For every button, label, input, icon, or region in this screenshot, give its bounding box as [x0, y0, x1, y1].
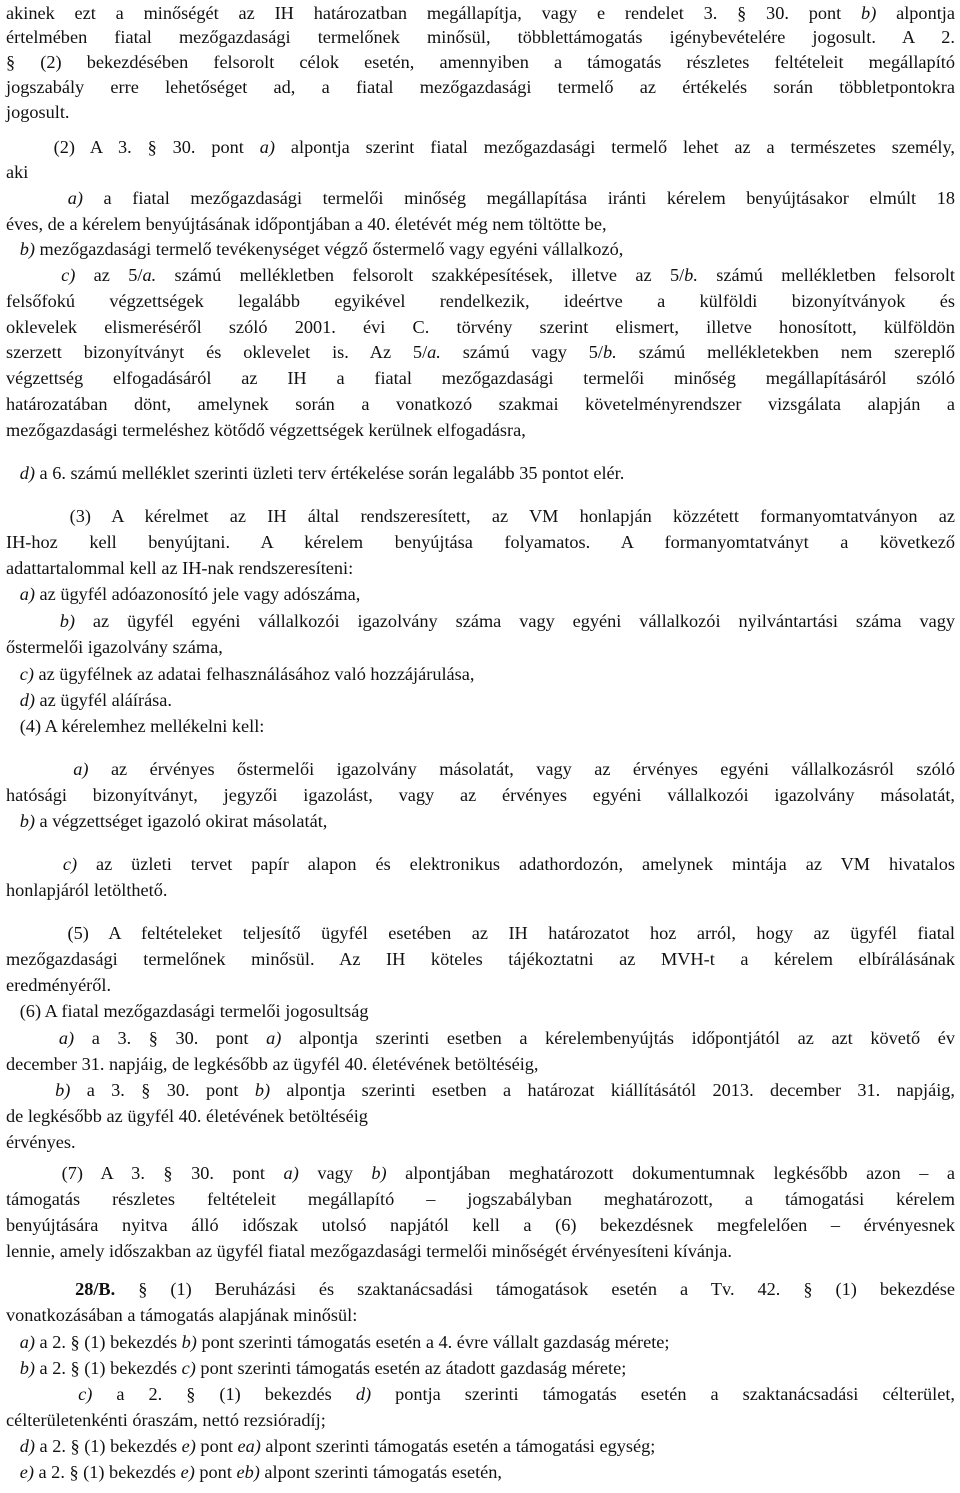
text-line	[6, 687, 172, 713]
text-run: mezőgazdasági termelőnek minősül. Az IH köteles tájékoztatni az MVH-t a kérelem elbírálásának	[6, 949, 955, 969]
text-run: pont szerinti támogatás esetén a 4. évre vállalt gazdaság mérete;	[196, 1332, 670, 1352]
text-run	[6, 1028, 59, 1048]
text-run	[6, 759, 73, 779]
text-line	[6, 1302, 357, 1328]
text-run: oklevelek elismeréséről szóló 2001. évi C. törvény szerint elismert, illetve honosított, külföldön	[6, 317, 955, 337]
text-line	[6, 314, 955, 340]
text-run: az ügyfél egyéni vállalkozói igazolvány száma vagy egyéni vállalkozói nyilvántartási száma vagy	[75, 611, 955, 631]
italic-marker: a.	[142, 265, 157, 285]
text-run: alpontja	[876, 3, 955, 23]
text-line	[6, 713, 264, 739]
text-line	[6, 1051, 539, 1077]
text-line	[6, 808, 327, 834]
text-run	[6, 1462, 20, 1482]
text-run	[6, 584, 20, 604]
text-run: (4) A kérelemhez mellékelni kell:	[6, 716, 265, 736]
text-line	[6, 972, 111, 998]
text-line	[6, 503, 955, 529]
text-run: számú mellékletben felsorolt	[697, 265, 956, 285]
text-run: § (1) Beruházási és szaktanácsadási támogatások esetén a Tv. 42. § (1) bekezdése	[115, 1279, 955, 1299]
text-run: célterületenkénti óraszám, nettó rezsióradíj;	[6, 1410, 326, 1430]
text-run: az érvényes őstermelői igazolvány másolatát, vagy az érvényes egyéni vállalkozásról szóló	[88, 759, 955, 779]
italic-marker: a)	[19, 584, 35, 604]
text-run	[6, 1332, 20, 1352]
text-run	[6, 811, 20, 831]
text-line	[6, 581, 360, 607]
italic-marker: b)	[181, 1332, 197, 1352]
text-run: pont	[194, 1462, 237, 1482]
text-line	[6, 185, 955, 211]
text-run	[6, 188, 68, 208]
italic-marker: a)	[67, 188, 83, 208]
text-run	[6, 1080, 55, 1100]
text-line	[6, 339, 955, 365]
text-line	[6, 608, 955, 634]
italic-marker: b.	[602, 342, 617, 362]
italic-marker: ea)	[237, 1436, 261, 1456]
text-run	[6, 463, 20, 483]
section-number: 28/B.	[75, 1279, 116, 1299]
text-line	[6, 1407, 326, 1433]
text-run	[6, 1436, 20, 1456]
italic-marker: b)	[254, 1080, 271, 1100]
italic-marker: eb)	[236, 1462, 260, 1482]
italic-marker: e)	[181, 1436, 196, 1456]
text-line	[6, 236, 623, 262]
text-run: hatósági bizonyítványt, jegyzői igazolást, vagy az érvényes egyéni vállalkozói igazolvány másolatát,	[6, 785, 955, 805]
text-run: jogszabály erre lehetőséget ad, a fiatal mezőgazdasági termelő az értékelés során többletpontokra	[6, 77, 955, 97]
text-run: a fiatal mezőgazdasági termelői minőség megállapítása iránti kérelem benyújtásakor elmúlt 18	[82, 188, 955, 208]
text-run: mezőgazdasági termelő tevékenységet végző őstermelő vagy egyéni vállalkozó,	[34, 239, 624, 259]
text-line	[6, 920, 955, 946]
text-run: mezőgazdasági termeléshez kötődő végzettségek kerülnek elfogadásra,	[6, 420, 526, 440]
italic-marker: b)	[861, 3, 877, 23]
text-run: alpontjában meghatározott dokumentumnak legkésőbb azon – a	[386, 1163, 955, 1183]
text-run: pontja szerinti támogatás esetén a szaktanácsadási célterület,	[371, 1384, 955, 1404]
text-run: vonatkozásában a támogatás alapjának minősül:	[6, 1305, 358, 1325]
text-run: december 31. napjáig, de legkésőbb az ügyfél 40. életévének betöltéséig,	[6, 1054, 539, 1074]
text-run: alpontja szerinti esetben a kérelembenyújtás időpontjától az azt követő év	[281, 1028, 955, 1048]
text-line	[6, 74, 955, 100]
italic-marker: b.	[684, 265, 698, 285]
italic-marker: d)	[19, 690, 35, 710]
text-run: támogatás részletes feltételeit megállapító – jogszabályban meghatározott, a támogatási kérelem	[6, 1189, 955, 1209]
text-line	[6, 0, 955, 26]
text-run: számú mellékletben felsorolt szakképesítések, illetve az 5/	[156, 265, 685, 285]
italic-marker: b)	[19, 811, 35, 831]
text-run: aki	[6, 162, 29, 182]
text-run: az 5/	[75, 265, 143, 285]
text-line	[6, 1276, 955, 1302]
text-run: alpont szerinti támogatás esetén a támogatási egység;	[260, 1436, 656, 1456]
text-run: alpontja szerinti esetben a határozat kiállításától 2013. december 31. napjáig,	[270, 1080, 955, 1100]
text-line	[6, 1025, 955, 1051]
text-run	[6, 265, 61, 285]
text-line	[6, 391, 955, 417]
text-run: érvényes.	[6, 1132, 76, 1152]
italic-marker: b)	[55, 1080, 71, 1100]
text-run: végzettség elfogadásáról az IH a fiatal mezőgazdasági termelői minőség megállapításáról szóló	[6, 368, 955, 388]
text-line	[6, 365, 955, 391]
text-run: lennie, amely időszakban az ügyfél fiatal mezőgazdasági termelői minőségét érvényesíteni kívánja.	[6, 1241, 732, 1261]
text-line	[6, 460, 624, 486]
text-run	[6, 664, 20, 684]
text-run: számú mellékletekben nem szereplő	[616, 342, 955, 362]
italic-marker: c)	[78, 1384, 93, 1404]
text-run: a 2. § (1) bekezdés	[92, 1384, 356, 1404]
italic-marker: b)	[59, 611, 75, 631]
text-line	[6, 288, 955, 314]
text-line	[6, 1329, 669, 1355]
italic-marker: e)	[19, 1462, 34, 1482]
text-line	[6, 1381, 955, 1407]
text-line	[6, 634, 223, 660]
text-run: szerzett bizonyítványt és oklevelet is. Az 5/	[6, 342, 428, 362]
text-line	[6, 1186, 955, 1212]
text-run	[6, 1384, 78, 1404]
text-line	[6, 1103, 368, 1129]
text-line	[6, 555, 353, 581]
text-run: alpontja szerint fiatal mezőgazdasági termelő lehet az a természetes személy,	[274, 137, 955, 157]
italic-marker: e)	[180, 1462, 195, 1482]
italic-marker: a)	[259, 137, 275, 157]
text-line	[6, 877, 167, 903]
text-run	[6, 854, 63, 874]
text-run	[6, 690, 20, 710]
text-run: az üzleti tervet papír alapon és elektronikus adathordozón, amelynek mintája az VM hivatalos	[77, 854, 955, 874]
text-run: a 2. § (1) bekezdés	[33, 1462, 181, 1482]
italic-marker: d)	[19, 1436, 35, 1456]
text-run: (7) A 3. § 30. pont	[6, 1163, 284, 1183]
text-line	[6, 756, 955, 782]
text-run: de legkésőbb az ügyfél 40. életévének betöltéséig	[6, 1106, 368, 1126]
text-run: felsőfokú végzettségek legalább egyikével rendelkezik, ideértve a külföldi bizonyítványok és	[6, 291, 955, 311]
text-run: (6) A fiatal mezőgazdasági termelői jogosultság	[6, 1001, 369, 1021]
text-run: (3) A kérelmet az IH által rendszeresített, az VM honlapján közzétett formanyomtatványon az	[6, 506, 955, 526]
italic-marker: a)	[58, 1028, 75, 1048]
text-run: eredményéről.	[6, 975, 112, 995]
text-line	[6, 1077, 955, 1103]
text-run: éves, de a kérelem benyújtásának időpontjában a 40. életévét még nem töltötte be,	[6, 214, 607, 234]
text-run: vagy	[298, 1163, 372, 1183]
italic-marker: a)	[19, 1332, 35, 1352]
italic-marker: d)	[19, 463, 35, 483]
italic-marker: a)	[266, 1028, 282, 1048]
text-run: a végzettséget igazoló okirat másolatát,	[34, 811, 328, 831]
text-run: a 2. § (1) bekezdés	[34, 1332, 182, 1352]
text-run: az ügyfél adóazonosító jele vagy adószáma,	[34, 584, 361, 604]
italic-marker: c)	[61, 265, 76, 285]
text-line	[6, 211, 607, 237]
text-run: a 2. § (1) bekezdés	[34, 1358, 182, 1378]
text-run: IH-hoz kell benyújtani. A kérelem benyújtása folyamatos. A formanyomtatványt a következő	[6, 532, 955, 552]
text-line	[6, 262, 955, 288]
text-run: az ügyfélnek az adatai felhasználásához való hozzájárulása,	[33, 664, 475, 684]
italic-marker: d)	[355, 1384, 372, 1404]
text-run: pont	[195, 1436, 238, 1456]
text-line	[6, 1433, 655, 1459]
text-run	[6, 239, 20, 259]
text-line	[6, 134, 955, 160]
text-run: jogosult.	[6, 102, 70, 122]
text-run: (2) A 3. § 30. pont	[6, 137, 260, 157]
text-run	[6, 611, 60, 631]
text-line	[6, 1160, 955, 1186]
italic-marker: b)	[19, 1358, 35, 1378]
text-run: a 3. § 30. pont	[74, 1028, 267, 1048]
text-line	[6, 1212, 955, 1238]
text-run: akinek ezt a minőségét az IH határozatban megállapítja, vagy e rendelet 3. § 30. pont	[6, 3, 862, 23]
text-run: adattartalommal kell az IH-nak rendszeresíteni:	[6, 558, 354, 578]
text-run: a 2. § (1) bekezdés	[34, 1436, 182, 1456]
text-run: a 6. számú melléklet szerinti üzleti terv értékelése során legalább 35 pontot elér.	[34, 463, 625, 483]
text-line	[6, 99, 70, 125]
italic-marker: c)	[181, 1358, 196, 1378]
text-line	[6, 946, 955, 972]
text-run: a 3. § 30. pont	[70, 1080, 255, 1100]
italic-marker: c)	[62, 854, 78, 874]
text-line	[6, 782, 955, 808]
text-run	[6, 1279, 75, 1299]
text-run: benyújtására nyitva álló időszak utolsó napjától kell a (6) bekezdésnek megfelelően – érvényesnek	[6, 1215, 955, 1235]
text-run: § (2) bekezdésében felsorolt célok esetén, amennyiben a támogatás részletes feltételeit megállapító	[6, 52, 955, 72]
text-run: alpont szerinti támogatás esetén,	[259, 1462, 502, 1482]
text-run: az ügyfél aláírása.	[34, 690, 172, 710]
italic-marker: c)	[19, 664, 34, 684]
text-run: honlapjáról letölthető.	[6, 880, 168, 900]
italic-marker: a)	[73, 759, 89, 779]
text-line	[6, 1459, 502, 1485]
text-run: határozatában dönt, amelynek során a vonatkozó szakmai követelményrendszer vizsgálata alapján a	[6, 394, 955, 414]
text-run: (5) A feltételeket teljesítő ügyfél esetében az IH határozatot hoz arról, hogy az ügyfél fiatal	[6, 923, 955, 943]
text-line	[6, 49, 955, 75]
text-run: számú vagy 5/	[440, 342, 603, 362]
italic-marker: b)	[19, 239, 35, 259]
text-line	[6, 661, 474, 687]
text-line	[6, 529, 955, 555]
text-line	[6, 24, 955, 50]
text-line	[6, 1238, 732, 1264]
text-run: őstermelői igazolvány száma,	[6, 637, 223, 657]
text-run: pont szerinti támogatás esetén az átadott gazdaság mérete;	[195, 1358, 627, 1378]
text-line	[6, 1129, 76, 1155]
text-line	[6, 1355, 626, 1381]
italic-marker: b)	[371, 1163, 387, 1183]
text-line	[6, 851, 955, 877]
text-line	[6, 417, 526, 443]
italic-marker: a)	[283, 1163, 299, 1183]
text-run: értelmében fiatal mezőgazdasági termelőnek minősül, többlettámogatás igénybevételére jogosult. A 2.	[6, 27, 955, 47]
text-line	[6, 159, 28, 185]
text-line	[6, 998, 368, 1024]
text-run	[6, 1358, 20, 1378]
italic-marker: a.	[427, 342, 441, 362]
